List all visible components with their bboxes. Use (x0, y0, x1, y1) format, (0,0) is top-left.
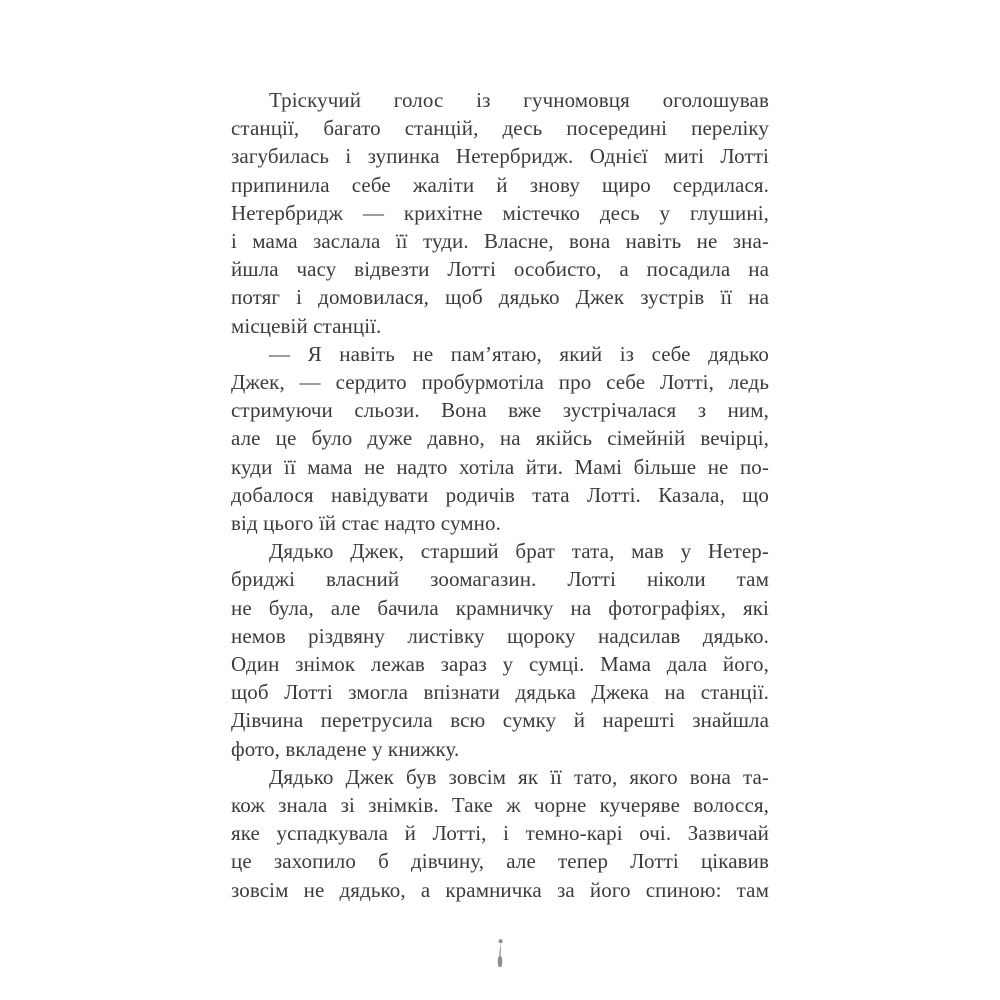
text-line: Один знімок лежав зараз у сумці. Мама дала його, (231, 652, 769, 677)
text-line: Нетербридж — крихітне містечко десь у глушині, (231, 200, 769, 225)
text-block (231, 86, 769, 904)
paragraph (231, 86, 769, 340)
text-line: Тріскучий голос із гучномовця оголошував (269, 88, 769, 112)
text-line: куди її мама не надто хотіла йти. Мамі більше не по- (231, 454, 769, 479)
text-line: але це було дуже давно, на якійсь сімейній вечірці, (231, 426, 769, 451)
text-line: яке успадкувала й Лотті, і темно-карі очі. Зазвичай (231, 821, 769, 846)
page-ornament-icon (494, 938, 506, 975)
text-line: немов різдвяну листівку щороку надсилав дядько. (231, 623, 769, 648)
text-line: припинила себе жаліти й знову щиро сердилася. (231, 172, 769, 197)
text-line: йшла часу відвезти Лотті особисто, а посадила на (231, 257, 769, 282)
page-footer (0, 938, 1000, 975)
text-line: стримуючи сльози. Вона вже зустрічалася з ним, (231, 398, 769, 423)
text-line: Дядько Джек, старший брат тата, мав у Нетер- (269, 539, 769, 564)
text-line: фото, вкладене у книжку. (231, 736, 460, 761)
text-line: Дівчина перетрусила всю сумку й нарешті знайшла (231, 708, 769, 733)
text-line: Джек, — сердито пробурмотіла про себе Лотті, ледь (231, 370, 769, 395)
text-line: Дядько Джек був зовсім як її тато, якого вона та- (269, 764, 769, 789)
text-line: зовсім не дядько, а крамничка за його спиною: там (231, 877, 769, 902)
text-line: добалося навідувати родичів тата Лотті. Казала, що (231, 482, 769, 507)
text-line: потяг і домовилася, щоб дядько Джек зустрів її на (231, 285, 769, 310)
text-line: — Я навіть не пам’ятаю, який із себе дядько (269, 341, 769, 366)
text-line: це захопило б дівчину, але тепер Лотті цікавив (231, 849, 769, 874)
paragraph (231, 340, 769, 537)
text-line: бриджі власний зоомагазин. Лотті ніколи там (231, 567, 769, 592)
text-line: кож знала зі знімків. Таке ж чорне кучеряве волосся, (231, 793, 769, 818)
text-line: щоб Лотті змогла впізнати дядька Джека на станції. (231, 680, 769, 705)
text-line: від цього їй стає надто сумно. (231, 511, 501, 536)
text-line: не була, але бачила крамничку на фотографіях, які (231, 595, 769, 620)
text-line: і мама заслала її туди. Власне, вона навіть не зна- (231, 229, 769, 254)
text-line: загубилась і зупинка Нетербридж. Однієї миті Лотті (231, 144, 769, 169)
text-line: місцевій станції. (231, 313, 382, 338)
paragraph (231, 763, 769, 904)
text-line: станції, багато станцій, десь посередині переліку (231, 116, 769, 141)
paragraph (231, 537, 769, 763)
